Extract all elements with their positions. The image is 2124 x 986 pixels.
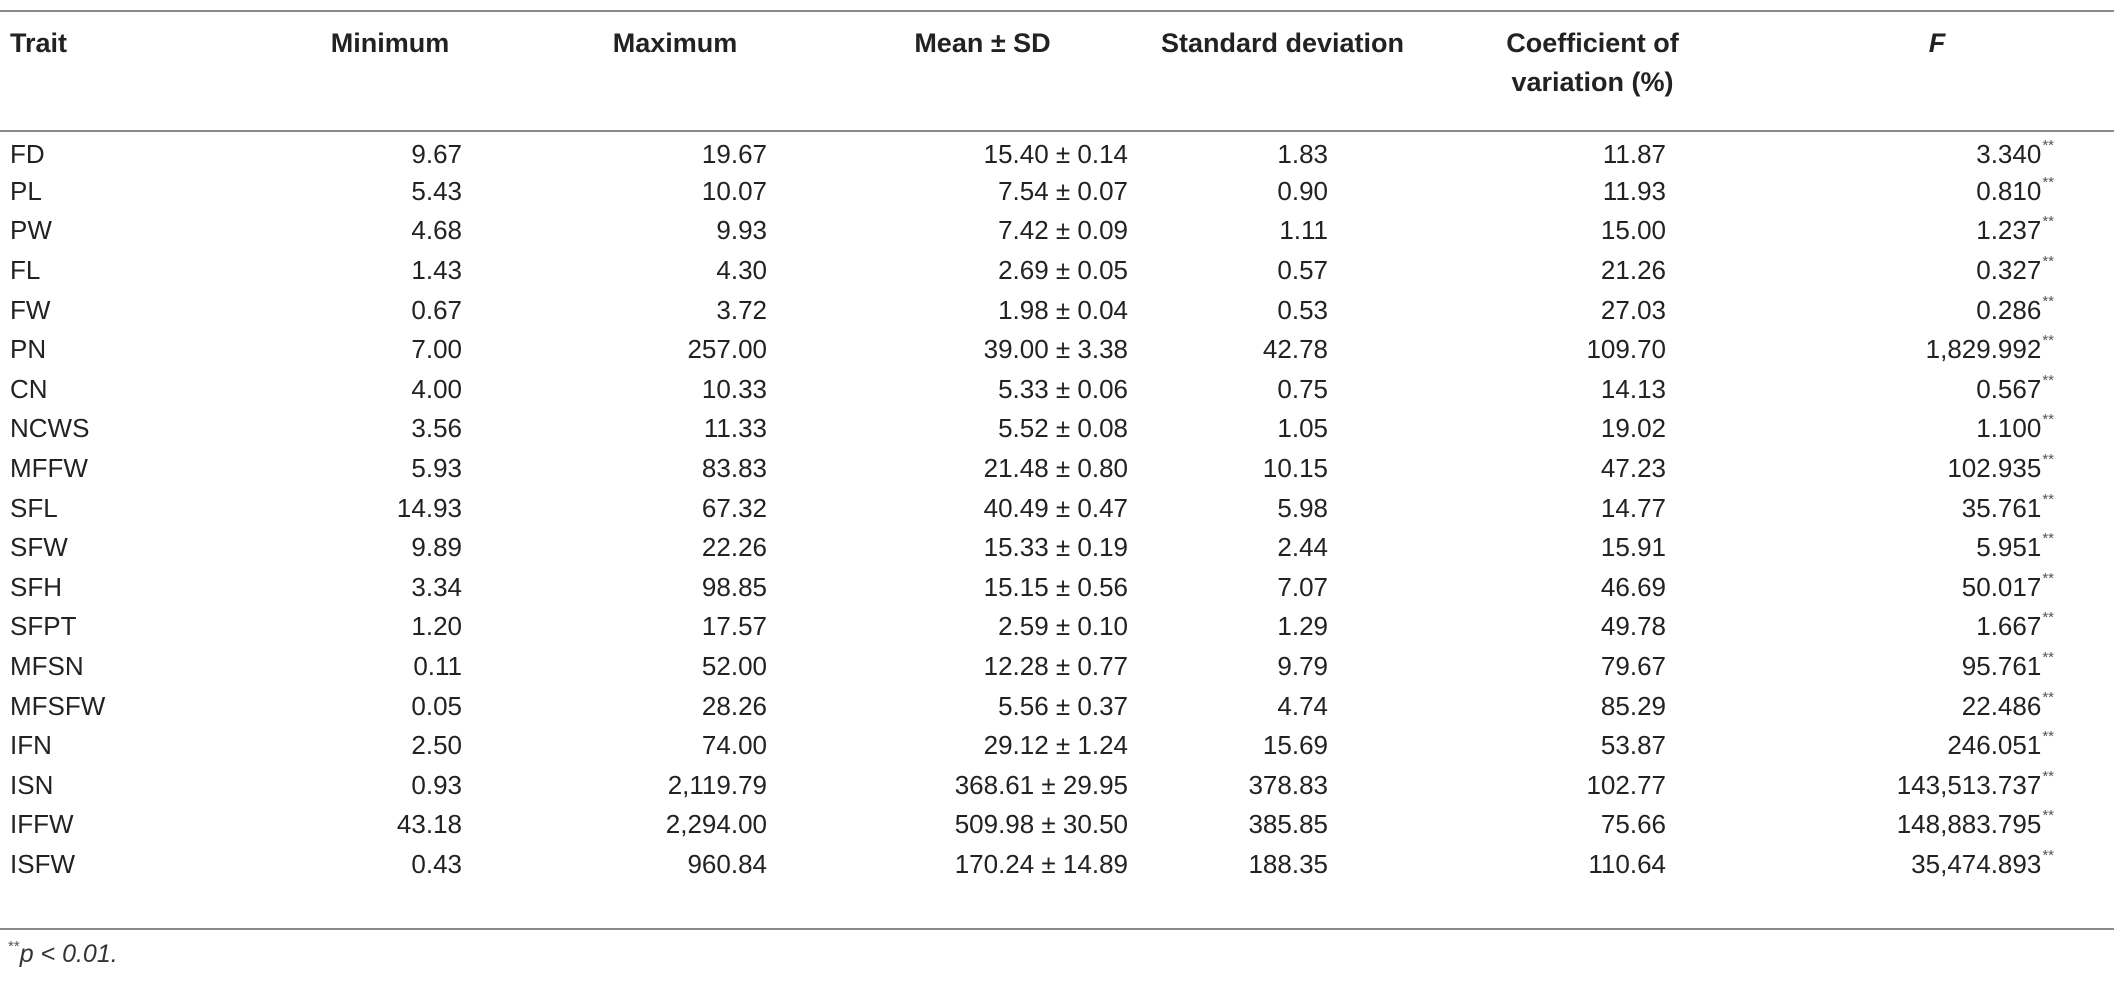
significance-marker: **	[2042, 728, 2054, 746]
table-row	[0, 251, 2114, 291]
significance-marker: **	[2042, 292, 2054, 310]
cell-coefficient-of-variation: 79.67	[1600, 651, 1666, 682]
footnote-text: p < 0.01.	[19, 940, 118, 968]
cell-mean-sd: 15.33 ± 0.19	[983, 532, 1128, 563]
cell-standard-deviation: 9.79	[1277, 651, 1328, 682]
cell-coefficient-of-variation: 75.66	[1600, 809, 1666, 840]
f-value: 1.100	[1976, 413, 2042, 444]
cell-standard-deviation: 7.07	[1277, 571, 1328, 602]
cell-maximum: 98.85	[701, 571, 767, 602]
cell-standard-deviation: 0.57	[1277, 255, 1328, 286]
significance-marker: **	[2042, 609, 2054, 627]
cell-maximum: 28.26	[701, 690, 767, 721]
cell-f	[1760, 370, 2114, 410]
cell-coefficient-of-variation: 14.13	[1600, 373, 1666, 404]
table-row	[0, 172, 2114, 212]
header-maximum: Maximum	[612, 28, 738, 58]
cell-minimum: 5.43	[411, 175, 462, 206]
significance-marker: **	[2042, 530, 2054, 548]
cell-mean-sd: 5.52 ± 0.08	[998, 413, 1128, 444]
cell-coefficient-of-variation: 11.87	[1602, 139, 1666, 170]
cell-mean-sd: 15.15 ± 0.56	[983, 571, 1128, 602]
cell-maximum: 11.33	[703, 413, 767, 444]
cell-maximum: 10.07	[701, 175, 767, 206]
cell-trait: FD	[10, 139, 45, 170]
header-row	[0, 0, 2114, 132]
header-cv-line1: Coefficient of	[1506, 28, 1679, 58]
significance-marker: **	[2042, 451, 2054, 469]
cell-minimum: 9.67	[411, 139, 462, 170]
significance-marker: **	[2042, 767, 2054, 785]
cell-f	[1760, 647, 2114, 687]
significance-marker: **	[2042, 173, 2054, 191]
cell-standard-deviation: 4.74	[1277, 690, 1328, 721]
f-value: 3.340	[1976, 139, 2042, 170]
cell-f	[1760, 330, 2114, 370]
header-mean-sd: Mean ± SD	[914, 28, 1051, 58]
significance-marker: **	[2042, 490, 2054, 508]
cell-mean-sd: 15.40 ± 0.14	[983, 139, 1128, 170]
cell-mean-sd: 509.98 ± 30.50	[954, 809, 1128, 840]
cell-coefficient-of-variation: 102.77	[1586, 769, 1666, 800]
cell-mean-sd: 1.98 ± 0.04	[998, 294, 1128, 325]
cell-maximum: 257.00	[687, 334, 767, 365]
cell-mean-sd: 12.28 ± 0.77	[983, 651, 1128, 682]
f-value: 102.935	[1947, 453, 2042, 484]
cell-minimum: 7.00	[411, 334, 462, 365]
cell-trait: PW	[10, 215, 52, 246]
cell-mean-sd: 40.49 ± 0.47	[983, 492, 1128, 523]
table-body	[0, 132, 2114, 884]
significance-marker: **	[2042, 846, 2054, 864]
cell-trait: MFFW	[10, 453, 88, 484]
f-value: 5.951	[1976, 532, 2042, 563]
f-value: 246.051	[1947, 730, 2042, 761]
cell-maximum: 2,119.79	[667, 769, 767, 800]
cell-standard-deviation: 42.78	[1262, 334, 1328, 365]
cell-f	[1760, 766, 2114, 806]
header-minimum: Minimum	[330, 28, 450, 58]
cell-mean-sd: 5.33 ± 0.06	[998, 373, 1128, 404]
cell-trait: MFSFW	[10, 690, 106, 721]
table-row	[0, 330, 2114, 370]
cell-trait: PN	[10, 334, 47, 365]
cell-f	[1760, 528, 2114, 568]
cell-mean-sd: 2.59 ± 0.10	[998, 611, 1128, 642]
table-row	[0, 211, 2114, 251]
cell-trait: IFN	[10, 730, 52, 761]
f-value: 50.017	[1961, 571, 2042, 602]
cell-coefficient-of-variation: 47.23	[1600, 453, 1666, 484]
table-row	[0, 766, 2114, 806]
table-row	[0, 805, 2114, 845]
cell-coefficient-of-variation: 15.00	[1600, 215, 1666, 246]
cell-standard-deviation: 2.44	[1277, 532, 1328, 563]
table-row	[0, 528, 2114, 568]
cell-maximum: 960.84	[687, 848, 767, 879]
cell-trait: NCWS	[10, 413, 90, 444]
cell-minimum: 14.93	[396, 492, 462, 523]
cell-minimum: 1.20	[411, 611, 462, 642]
cell-minimum: 0.67	[411, 294, 462, 325]
footnote-marker: **	[8, 938, 20, 955]
table-row	[0, 607, 2114, 647]
cell-standard-deviation: 1.83	[1277, 139, 1328, 170]
cell-trait: FL	[10, 255, 41, 286]
table-row	[0, 290, 2114, 330]
cell-minimum: 0.11	[413, 651, 462, 682]
cell-f	[1760, 607, 2114, 647]
significance-marker: **	[2042, 137, 2054, 155]
cell-minimum: 4.00	[411, 373, 462, 404]
significance-marker: **	[2042, 213, 2054, 231]
cell-maximum: 67.32	[701, 492, 767, 523]
cell-maximum: 52.00	[701, 651, 767, 682]
cell-f	[1760, 290, 2114, 330]
cell-coefficient-of-variation: 21.26	[1600, 255, 1666, 286]
significance-marker: **	[2042, 807, 2054, 825]
cell-maximum: 10.33	[701, 373, 767, 404]
cell-coefficient-of-variation: 110.64	[1588, 848, 1666, 879]
cell-trait: MFSN	[10, 651, 84, 682]
cell-coefficient-of-variation: 27.03	[1600, 294, 1666, 325]
significance-marker: **	[2042, 253, 2054, 271]
significance-marker: **	[2042, 371, 2054, 389]
cell-standard-deviation: 378.83	[1248, 769, 1328, 800]
cell-coefficient-of-variation: 49.78	[1600, 611, 1666, 642]
cell-mean-sd: 5.56 ± 0.37	[998, 690, 1128, 721]
cell-standard-deviation: 0.53	[1277, 294, 1328, 325]
table-row	[0, 370, 2114, 410]
cell-coefficient-of-variation: 19.02	[1600, 413, 1666, 444]
cell-coefficient-of-variation: 14.77	[1600, 492, 1666, 523]
f-value: 1.667	[1976, 611, 2042, 642]
cell-coefficient-of-variation: 11.93	[1602, 175, 1666, 206]
cell-coefficient-of-variation: 85.29	[1600, 690, 1666, 721]
cell-maximum: 74.00	[701, 730, 767, 761]
cell-minimum: 1.43	[411, 255, 462, 286]
f-value: 0.810	[1976, 175, 2042, 206]
header-cv-line2: variation (%)	[1511, 67, 1674, 97]
cell-standard-deviation: 1.05	[1277, 413, 1328, 444]
header-f: F	[1928, 28, 1946, 58]
cell-coefficient-of-variation: 15.91	[1600, 532, 1666, 563]
cell-minimum: 9.89	[411, 532, 462, 563]
cell-trait: SFL	[10, 492, 58, 523]
cell-standard-deviation: 0.75	[1277, 373, 1328, 404]
cell-minimum: 0.43	[411, 848, 462, 879]
f-value: 0.286	[1976, 294, 2042, 325]
f-value: 35,474.893	[1911, 848, 2042, 879]
cell-trait: SFPT	[10, 611, 77, 642]
cell-minimum: 3.56	[411, 413, 462, 444]
cell-trait: SFW	[10, 532, 68, 563]
cell-standard-deviation: 1.11	[1279, 215, 1328, 246]
table-row	[0, 132, 2114, 172]
f-value: 22.486	[1961, 690, 2042, 721]
cell-maximum: 17.57	[701, 611, 767, 642]
cell-trait: CN	[10, 373, 48, 404]
table-bottom-rule	[0, 928, 2114, 930]
cell-mean-sd: 170.24 ± 14.89	[954, 848, 1128, 879]
cell-standard-deviation: 1.29	[1277, 611, 1328, 642]
cell-f	[1760, 726, 2114, 766]
cell-f	[1760, 251, 2114, 291]
cell-standard-deviation: 15.69	[1262, 730, 1328, 761]
table-row	[0, 449, 2114, 489]
cell-f	[1760, 805, 2114, 845]
cell-f	[1760, 449, 2114, 489]
cell-mean-sd: 2.69 ± 0.05	[998, 255, 1128, 286]
cell-mean-sd: 7.54 ± 0.07	[998, 175, 1128, 206]
cell-trait: FW	[10, 294, 51, 325]
cell-mean-sd: 21.48 ± 0.80	[983, 453, 1128, 484]
cell-minimum: 5.93	[411, 453, 462, 484]
cell-standard-deviation: 10.15	[1262, 453, 1328, 484]
cell-minimum: 3.34	[411, 571, 462, 602]
significance-marker: **	[2042, 688, 2054, 706]
cell-standard-deviation: 0.90	[1277, 175, 1328, 206]
cell-maximum: 2,294.00	[665, 809, 767, 840]
cell-trait: ISN	[10, 769, 54, 800]
cell-minimum: 43.18	[396, 809, 462, 840]
f-value: 1.237	[1976, 215, 2042, 246]
cell-minimum: 0.05	[411, 690, 462, 721]
table-row	[0, 647, 2114, 687]
cell-mean-sd: 39.00 ± 3.38	[983, 334, 1128, 365]
header-coefficient-of-variation	[1425, 0, 1760, 132]
cell-mean-sd: 368.61 ± 29.95	[954, 769, 1128, 800]
table-row	[0, 568, 2114, 608]
cell-coefficient-of-variation: 46.69	[1600, 571, 1666, 602]
cell-maximum: 3.72	[716, 294, 767, 325]
cell-maximum: 83.83	[701, 453, 767, 484]
f-value: 95.761	[1961, 651, 2042, 682]
cell-mean-sd: 7.42 ± 0.09	[998, 215, 1128, 246]
cell-standard-deviation: 385.85	[1248, 809, 1328, 840]
table-row	[0, 488, 2114, 528]
significance-marker: **	[2042, 411, 2054, 429]
cell-f	[1760, 845, 2114, 885]
cell-maximum: 4.30	[716, 255, 767, 286]
f-value: 0.327	[1976, 255, 2042, 286]
table-row	[0, 726, 2114, 766]
cell-f	[1760, 568, 2114, 608]
cell-f	[1760, 488, 2114, 528]
significance-marker: **	[2042, 569, 2054, 587]
table-row	[0, 409, 2114, 449]
cell-f	[1760, 409, 2114, 449]
significance-marker: **	[2042, 332, 2054, 350]
cell-standard-deviation: 188.35	[1248, 848, 1328, 879]
f-value: 0.567	[1976, 373, 2042, 404]
table-header	[0, 0, 2114, 132]
cell-standard-deviation: 5.98	[1277, 492, 1328, 523]
f-value: 148,883.795	[1896, 809, 2042, 840]
header-trait: Trait	[10, 28, 68, 58]
cell-trait: ISFW	[10, 848, 75, 879]
cell-minimum: 0.93	[411, 769, 462, 800]
cell-minimum: 4.68	[411, 215, 462, 246]
f-value: 143,513.737	[1896, 769, 2042, 800]
cell-f	[1760, 211, 2114, 251]
f-value: 1,829.992	[1925, 334, 2042, 365]
table-footnote	[8, 940, 118, 969]
significance-marker: **	[2042, 649, 2054, 667]
cell-trait: PL	[10, 175, 42, 206]
cell-maximum: 22.26	[701, 532, 767, 563]
cell-mean-sd: 29.12 ± 1.24	[983, 730, 1128, 761]
table-row	[0, 845, 2114, 885]
table-row	[0, 686, 2114, 726]
cell-maximum: 19.67	[701, 139, 767, 170]
cell-f	[1760, 132, 2114, 172]
cell-coefficient-of-variation: 53.87	[1600, 730, 1666, 761]
f-value: 35.761	[1961, 492, 2042, 523]
cell-trait: IFFW	[10, 809, 74, 840]
cell-minimum: 2.50	[411, 730, 462, 761]
cell-trait: SFH	[10, 571, 62, 602]
cell-maximum: 9.93	[716, 215, 767, 246]
cell-f	[1760, 172, 2114, 212]
cell-coefficient-of-variation: 109.70	[1586, 334, 1666, 365]
header-standard-deviation: Standard deviation	[1160, 28, 1405, 58]
cell-f	[1760, 686, 2114, 726]
